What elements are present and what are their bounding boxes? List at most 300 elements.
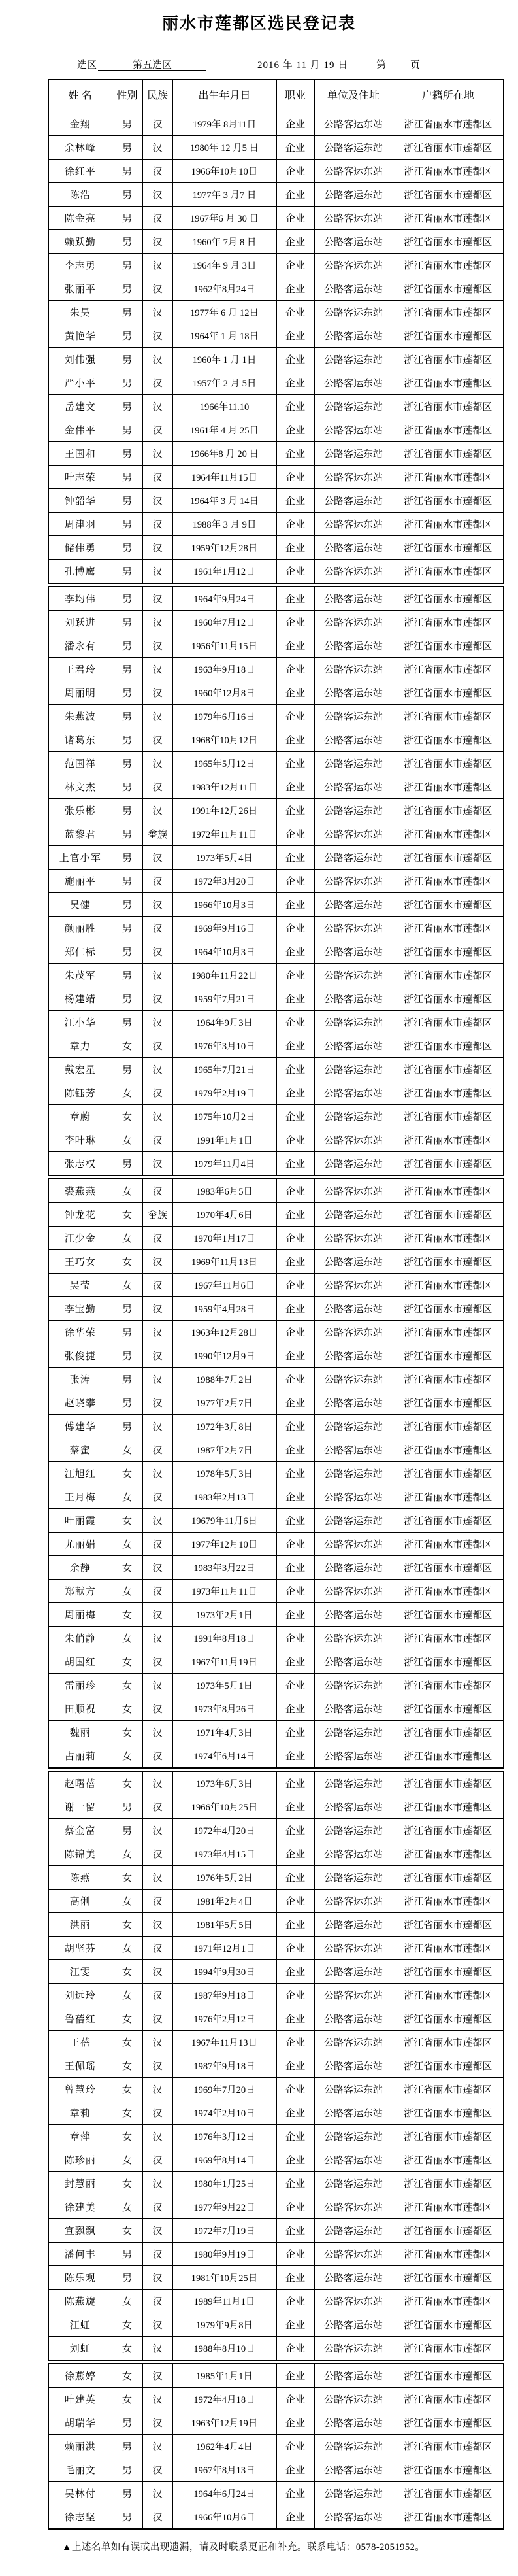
table-cell: 汉 — [142, 1344, 172, 1368]
table-row — [48, 1179, 504, 1203]
table-cell: 企业 — [276, 1011, 314, 1034]
table-cell: 企业 — [276, 1227, 314, 1250]
table-row — [48, 277, 504, 301]
table-cell: 钟龙花 — [48, 1203, 112, 1227]
table-cell: 企业 — [276, 1960, 314, 1984]
table-cell: 公路客运东站 — [314, 1438, 393, 1462]
table-cell: 1991年12月26日 — [172, 799, 276, 822]
table-cell: 企业 — [276, 1697, 314, 1721]
table-cell: 公路客运东站 — [314, 1034, 393, 1058]
table-cell: 公路客运东站 — [314, 987, 393, 1011]
table-cell: 徐燕婷 — [48, 2364, 112, 2388]
table-cell: 浙江省丽水市莲都区 — [393, 1344, 504, 1368]
table-cell: 汉 — [142, 1960, 172, 1984]
table-cell: 浙江省丽水市莲都区 — [393, 681, 504, 705]
table-row — [48, 1842, 504, 1866]
table-cell: 男 — [112, 301, 142, 324]
table-row — [48, 136, 504, 160]
table-cell: 汉 — [142, 799, 172, 822]
table-cell: 浙江省丽水市莲都区 — [393, 1533, 504, 1556]
document-subheader — [0, 58, 518, 75]
table-cell: 章蔚 — [48, 1105, 112, 1128]
table-cell: 1979年6月16日 — [172, 705, 276, 728]
table-cell: 公路客运东站 — [314, 1771, 393, 1795]
table-cell: 汉 — [142, 536, 172, 560]
table-cell: 余林峰 — [48, 136, 112, 160]
table-cell: 浙江省丽水市莲都区 — [393, 1321, 504, 1344]
table-cell: 企业 — [276, 112, 314, 136]
table-cell: 汉 — [142, 940, 172, 964]
table-cell: 汉 — [142, 2007, 172, 2031]
table-cell: 浙江省丽水市莲都区 — [393, 230, 504, 254]
table-cell: 1987年9月18日 — [172, 2054, 276, 2078]
table-cell: 公路客运东站 — [314, 964, 393, 987]
table-cell: 公路客运东站 — [314, 371, 393, 395]
table-cell: 1964年 3 月 14日 — [172, 489, 276, 513]
table-cell: 汉 — [142, 489, 172, 513]
table-row — [48, 1297, 504, 1321]
table-cell: 女 — [112, 2364, 142, 2388]
table-cell: 1989年11月1日 — [172, 2290, 276, 2313]
table-header-cell: 姓 名 — [48, 80, 112, 112]
table-cell: 汉 — [142, 560, 172, 584]
table-cell: 浙江省丽水市莲都区 — [393, 1034, 504, 1058]
table-cell: 汉 — [142, 2337, 172, 2361]
table-cell: 1973年11月11日 — [172, 1580, 276, 1603]
table-cell: 企业 — [276, 1509, 314, 1533]
table-cell: 1973年8月26日 — [172, 1697, 276, 1721]
table-cell: 浙江省丽水市莲都区 — [393, 2411, 504, 2435]
table-cell: 女 — [112, 1721, 142, 1744]
table-cell: 汉 — [142, 136, 172, 160]
table-cell: 1971年12月1日 — [172, 1937, 276, 1960]
table-cell: 企业 — [276, 1179, 314, 1203]
table-cell: 企业 — [276, 1603, 314, 1627]
table-cell: 汉 — [142, 2388, 172, 2411]
table-cell: 公路客运东站 — [314, 1058, 393, 1081]
table-header-cell: 职业 — [276, 80, 314, 112]
table-cell: 汉 — [142, 2172, 172, 2195]
table-cell: 1960年 1 月 1日 — [172, 348, 276, 371]
table-row — [48, 1485, 504, 1509]
table-cell: 公路客运东站 — [314, 2458, 393, 2482]
table-cell: 1981年10月25日 — [172, 2266, 276, 2290]
table-row — [48, 1391, 504, 1415]
table-cell: 公路客运东站 — [314, 1485, 393, 1509]
table-cell: 企业 — [276, 183, 314, 207]
table-cell: 男 — [112, 560, 142, 584]
table-cell: 赵晓攀 — [48, 1391, 112, 1415]
table-cell: 企业 — [276, 2364, 314, 2388]
table-cell: 浙江省丽水市莲都区 — [393, 728, 504, 752]
table-cell: 女 — [112, 2125, 142, 2148]
table-cell: 汉 — [142, 1580, 172, 1603]
table-row — [48, 1533, 504, 1556]
table-cell: 刘远玲 — [48, 1984, 112, 2007]
table-cell: 浙江省丽水市莲都区 — [393, 1674, 504, 1697]
table-cell: 张丽平 — [48, 277, 112, 301]
table-row — [48, 1344, 504, 1368]
table-cell: 浙江省丽水市莲都区 — [393, 1819, 504, 1842]
table-cell: 男 — [112, 586, 142, 611]
table-cell: 女 — [112, 2337, 142, 2361]
table-cell: 企业 — [276, 2195, 314, 2219]
table-cell: 公路客运东站 — [314, 1533, 393, 1556]
table-cell: 男 — [112, 634, 142, 658]
table-row — [48, 2125, 504, 2148]
table-cell: 汉 — [142, 1105, 172, 1128]
table-cell: 吴林付 — [48, 2482, 112, 2505]
table-cell: 企业 — [276, 2148, 314, 2172]
table-cell: 公路客运东站 — [314, 2482, 393, 2505]
table-cell: 企业 — [276, 2219, 314, 2243]
table-cell: 企业 — [276, 2172, 314, 2195]
table-cell: 浙江省丽水市莲都区 — [393, 2482, 504, 2505]
table-header-cell: 性别 — [112, 80, 142, 112]
table-cell: 畲族 — [142, 822, 172, 846]
table-cell: 储伟勇 — [48, 536, 112, 560]
table-cell: 1964年9月24日 — [172, 586, 276, 611]
table-cell: 企业 — [276, 1580, 314, 1603]
table-cell: 浙江省丽水市莲都区 — [393, 775, 504, 799]
table-cell: 汉 — [142, 634, 172, 658]
table-cell: 公路客运东站 — [314, 1580, 393, 1603]
table-cell: 男 — [112, 136, 142, 160]
table-cell: 1967年6 月 30 日 — [172, 207, 276, 230]
table-cell: 汉 — [142, 1274, 172, 1297]
table-cell: 1969年8月14日 — [172, 2148, 276, 2172]
table-cell: 企业 — [276, 230, 314, 254]
table-cell: 男 — [112, 1152, 142, 1176]
table-cell: 1972年3月8日 — [172, 1415, 276, 1438]
table-cell: 公路客运东站 — [314, 160, 393, 183]
table-cell: 公路客运东站 — [314, 1250, 393, 1274]
table-cell: 企业 — [276, 1721, 314, 1744]
table-cell: 男 — [112, 418, 142, 442]
table-cell: 浙江省丽水市莲都区 — [393, 1603, 504, 1627]
table-cell: 企业 — [276, 1297, 314, 1321]
table-cell: 赖跃勤 — [48, 230, 112, 254]
table-cell: 企业 — [276, 2007, 314, 2031]
table-cell: 1961年1月12日 — [172, 560, 276, 584]
table-cell: 陈燕 — [48, 1866, 112, 1890]
registration-table-block-5 — [48, 2363, 504, 2530]
table-cell: 浙江省丽水市莲都区 — [393, 2195, 504, 2219]
table-cell: 企业 — [276, 658, 314, 681]
table-cell: 蔡蜜 — [48, 1438, 112, 1462]
table-row — [48, 418, 504, 442]
table-cell: 女 — [112, 1034, 142, 1058]
table-cell: 浙江省丽水市莲都区 — [393, 2078, 504, 2101]
table-cell: 公路客运东站 — [314, 940, 393, 964]
table-cell: 江虹 — [48, 2313, 112, 2337]
table-cell: 1970年1月17日 — [172, 1227, 276, 1250]
table-cell: 女 — [112, 1937, 142, 1960]
table-cell: 男 — [112, 466, 142, 489]
table-cell: 汉 — [142, 1984, 172, 2007]
table-cell: 公路客运东站 — [314, 1960, 393, 1984]
table-row — [48, 1081, 504, 1105]
table-cell: 浙江省丽水市莲都区 — [393, 277, 504, 301]
table-cell: 1967年11月19日 — [172, 1650, 276, 1674]
table-cell: 1979年2月19日 — [172, 1081, 276, 1105]
table-cell: 公路客运东站 — [314, 324, 393, 348]
table-cell: 企业 — [276, 466, 314, 489]
table-cell: 女 — [112, 1650, 142, 1674]
table-cell: 范国祥 — [48, 752, 112, 775]
table-cell: 1964年9月3日 — [172, 1011, 276, 1034]
table-cell: 杨建靖 — [48, 987, 112, 1011]
table-cell: 浙江省丽水市莲都区 — [393, 2337, 504, 2361]
table-cell: 企业 — [276, 775, 314, 799]
table-header-cell: 出生年月日 — [172, 80, 276, 112]
table-cell: 女 — [112, 1556, 142, 1580]
table-cell: 1959年4月28日 — [172, 1297, 276, 1321]
table-cell: 汉 — [142, 513, 172, 536]
table-cell: 男 — [112, 371, 142, 395]
table-cell: 浙江省丽水市莲都区 — [393, 1152, 504, 1176]
table-cell: 公路客运东站 — [314, 207, 393, 230]
table-cell: 公路客运东站 — [314, 1627, 393, 1650]
table-cell: 男 — [112, 1795, 142, 1819]
table-cell: 王蓓 — [48, 2031, 112, 2054]
table-cell: 浙江省丽水市莲都区 — [393, 1627, 504, 1650]
table-header-cell: 户籍所在地 — [393, 80, 504, 112]
table-cell: 汉 — [142, 418, 172, 442]
table-cell: 汉 — [142, 1227, 172, 1250]
table-cell: 浙江省丽水市莲都区 — [393, 2101, 504, 2125]
table-cell: 1964年11月15日 — [172, 466, 276, 489]
table-row — [48, 1438, 504, 1462]
table-cell: 1980年 12 月5 日 — [172, 136, 276, 160]
table-cell: 上官小军 — [48, 846, 112, 870]
table-cell: 汉 — [142, 705, 172, 728]
table-cell: 浙江省丽水市莲都区 — [393, 634, 504, 658]
table-cell: 胡瑞华 — [48, 2411, 112, 2435]
table-cell: 企业 — [276, 1105, 314, 1128]
table-cell: 公路客运东站 — [314, 799, 393, 822]
table-cell: 男 — [112, 752, 142, 775]
table-cell: 企业 — [276, 964, 314, 987]
table-cell: 企业 — [276, 2482, 314, 2505]
table-cell: 公路客运东站 — [314, 1415, 393, 1438]
table-cell: 男 — [112, 658, 142, 681]
table-cell: 汉 — [142, 752, 172, 775]
table-cell: 女 — [112, 2007, 142, 2031]
table-row — [48, 2482, 504, 2505]
table-row — [48, 705, 504, 728]
footer-note: ▲上述名单如有误或出现遗漏，请及时联系更正和补充。联系电话：0578-2051952。 — [62, 2542, 425, 2552]
page-number-suffix: 页 — [410, 60, 421, 71]
table-cell: 企业 — [276, 418, 314, 442]
table-cell: 浙江省丽水市莲都区 — [393, 822, 504, 846]
table-cell: 陈珍丽 — [48, 2148, 112, 2172]
table-cell: 1977年 6 月 12日 — [172, 301, 276, 324]
table-cell: 汉 — [142, 2219, 172, 2243]
table-cell: 男 — [112, 987, 142, 1011]
table-cell: 1967年11月6日 — [172, 1274, 276, 1297]
table-cell: 企业 — [276, 1650, 314, 1674]
table-cell: 汉 — [142, 1368, 172, 1391]
table-cell: 徐建美 — [48, 2195, 112, 2219]
table-cell: 公路客运东站 — [314, 2125, 393, 2148]
table-cell: 公路客运东站 — [314, 822, 393, 846]
table-cell: 吴健 — [48, 893, 112, 917]
table-row — [48, 634, 504, 658]
table-cell: 浙江省丽水市莲都区 — [393, 940, 504, 964]
table-cell: 汉 — [142, 1842, 172, 1866]
table-cell: 企业 — [276, 1819, 314, 1842]
table-cell: 1960年 7月 8 日 — [172, 230, 276, 254]
table-row — [48, 964, 504, 987]
table-cell: 汉 — [142, 1415, 172, 1438]
table-cell: 汉 — [142, 1603, 172, 1627]
table-cell: 1979年9月8日 — [172, 2313, 276, 2337]
table-cell: 浙江省丽水市莲都区 — [393, 1795, 504, 1819]
table-cell: 企业 — [276, 2101, 314, 2125]
table-cell: 王月梅 — [48, 1485, 112, 1509]
table-cell: 企业 — [276, 2031, 314, 2054]
table-cell: 周丽明 — [48, 681, 112, 705]
table-cell: 李均伟 — [48, 586, 112, 611]
table-cell: 汉 — [142, 2505, 172, 2530]
table-cell: 浙江省丽水市莲都区 — [393, 1866, 504, 1890]
table-cell: 浙江省丽水市莲都区 — [393, 442, 504, 466]
table-cell: 赖丽洪 — [48, 2435, 112, 2458]
table-cell: 1979年11月4日 — [172, 1152, 276, 1176]
table-row — [48, 1011, 504, 1034]
table-cell: 浙江省丽水市莲都区 — [393, 752, 504, 775]
table-cell: 企业 — [276, 1866, 314, 1890]
table-header-cell: 单位及住址 — [314, 80, 393, 112]
table-cell: 1966年10月10日 — [172, 160, 276, 183]
table-cell: 张俊捷 — [48, 1344, 112, 1368]
table-cell: 男 — [112, 1415, 142, 1438]
table-row — [48, 2388, 504, 2411]
table-cell: 企业 — [276, 489, 314, 513]
table-cell: 汉 — [142, 1462, 172, 1485]
table-cell: 企业 — [276, 1391, 314, 1415]
table-cell: 浙江省丽水市莲都区 — [393, 2031, 504, 2054]
table-cell: 张乐彬 — [48, 799, 112, 822]
table-cell: 企业 — [276, 822, 314, 846]
table-cell: 公路客运东站 — [314, 2337, 393, 2361]
table-cell: 汉 — [142, 324, 172, 348]
table-cell: 公路客运东站 — [314, 728, 393, 752]
table-cell: 汉 — [142, 1721, 172, 1744]
table-row — [48, 1627, 504, 1650]
table-cell: 女 — [112, 1227, 142, 1250]
table-cell: 汉 — [142, 112, 172, 136]
table-cell: 浙江省丽水市莲都区 — [393, 1297, 504, 1321]
table-cell: 1980年1月25日 — [172, 2172, 276, 2195]
table-cell: 公路客运东站 — [314, 2313, 393, 2337]
table-cell: 裘燕燕 — [48, 1179, 112, 1203]
table-cell: 1970年4月6日 — [172, 1203, 276, 1227]
table-cell: 1988年 3 月 9日 — [172, 513, 276, 536]
table-cell: 汉 — [142, 2313, 172, 2337]
table-cell: 1965年5月12日 — [172, 752, 276, 775]
table-cell: 汉 — [142, 1937, 172, 1960]
table-cell: 章力 — [48, 1034, 112, 1058]
table-cell: 徐志坚 — [48, 2505, 112, 2530]
table-row — [48, 1744, 504, 1769]
table-cell: 浙江省丽水市莲都区 — [393, 1011, 504, 1034]
table-cell: 公路客运东站 — [314, 1462, 393, 1485]
table-row — [48, 917, 504, 940]
table-row — [48, 1509, 504, 1533]
table-cell: 1966年10月3日 — [172, 893, 276, 917]
table-cell: 女 — [112, 2078, 142, 2101]
table-cell: 男 — [112, 799, 142, 822]
table-cell: 企业 — [276, 301, 314, 324]
table-cell: 浙江省丽水市莲都区 — [393, 2364, 504, 2388]
table-cell: 浙江省丽水市莲都区 — [393, 1984, 504, 2007]
table-cell: 浙江省丽水市莲都区 — [393, 1438, 504, 1462]
table-row — [48, 2054, 504, 2078]
table-cell: 公路客运东站 — [314, 1721, 393, 1744]
table-cell: 男 — [112, 1297, 142, 1321]
table-cell: 章莉 — [48, 2101, 112, 2125]
table-cell: 企业 — [276, 870, 314, 893]
table-cell: 1980年9月19日 — [172, 2243, 276, 2266]
table-cell: 公路客运东站 — [314, 418, 393, 442]
table-cell: 浙江省丽水市莲都区 — [393, 1697, 504, 1721]
table-cell: 男 — [112, 1819, 142, 1842]
table-cell: 1976年3月12日 — [172, 2125, 276, 2148]
table-cell: 1983年6月5日 — [172, 1179, 276, 1203]
table-cell: 汉 — [142, 1697, 172, 1721]
table-cell: 潘何丰 — [48, 2243, 112, 2266]
table-cell: 企业 — [276, 611, 314, 634]
table-cell: 陈锦美 — [48, 1842, 112, 1866]
table-cell: 汉 — [142, 1650, 172, 1674]
table-cell: 1969年11月13日 — [172, 1250, 276, 1274]
table-cell: 1981年2月4日 — [172, 1890, 276, 1913]
table-cell: 1966年8 月 20 日 — [172, 442, 276, 466]
table-cell: 刘虹 — [48, 2337, 112, 2361]
table-row — [48, 893, 504, 917]
table-row — [48, 681, 504, 705]
table-cell: 男 — [112, 277, 142, 301]
table-row — [48, 940, 504, 964]
table-cell: 女 — [112, 1580, 142, 1603]
table-cell: 1973年2月1日 — [172, 1603, 276, 1627]
table-cell: 金伟平 — [48, 418, 112, 442]
table-row — [48, 1866, 504, 1890]
table-cell: 浙江省丽水市莲都区 — [393, 536, 504, 560]
table-cell: 浙江省丽水市莲都区 — [393, 207, 504, 230]
table-row — [48, 586, 504, 611]
table-cell: 女 — [112, 2219, 142, 2243]
table-cell: 浙江省丽水市莲都区 — [393, 324, 504, 348]
table-cell: 汉 — [142, 870, 172, 893]
table-cell: 女 — [112, 2388, 142, 2411]
table-cell: 男 — [112, 395, 142, 418]
table-cell: 严小平 — [48, 371, 112, 395]
table-cell: 浙江省丽水市莲都区 — [393, 1274, 504, 1297]
table-cell: 1969年7月20日 — [172, 2078, 276, 2101]
table-cell: 汉 — [142, 2364, 172, 2388]
table-cell: 男 — [112, 681, 142, 705]
district-label: 选区 — [77, 60, 97, 71]
table-cell: 公路客运东站 — [314, 1179, 393, 1203]
table-cell: 潘永有 — [48, 634, 112, 658]
table-cell: 浙江省丽水市莲都区 — [393, 1580, 504, 1603]
table-cell: 公路客运东站 — [314, 1011, 393, 1034]
table-row — [48, 1556, 504, 1580]
table-cell: 公路客运东站 — [314, 1509, 393, 1533]
